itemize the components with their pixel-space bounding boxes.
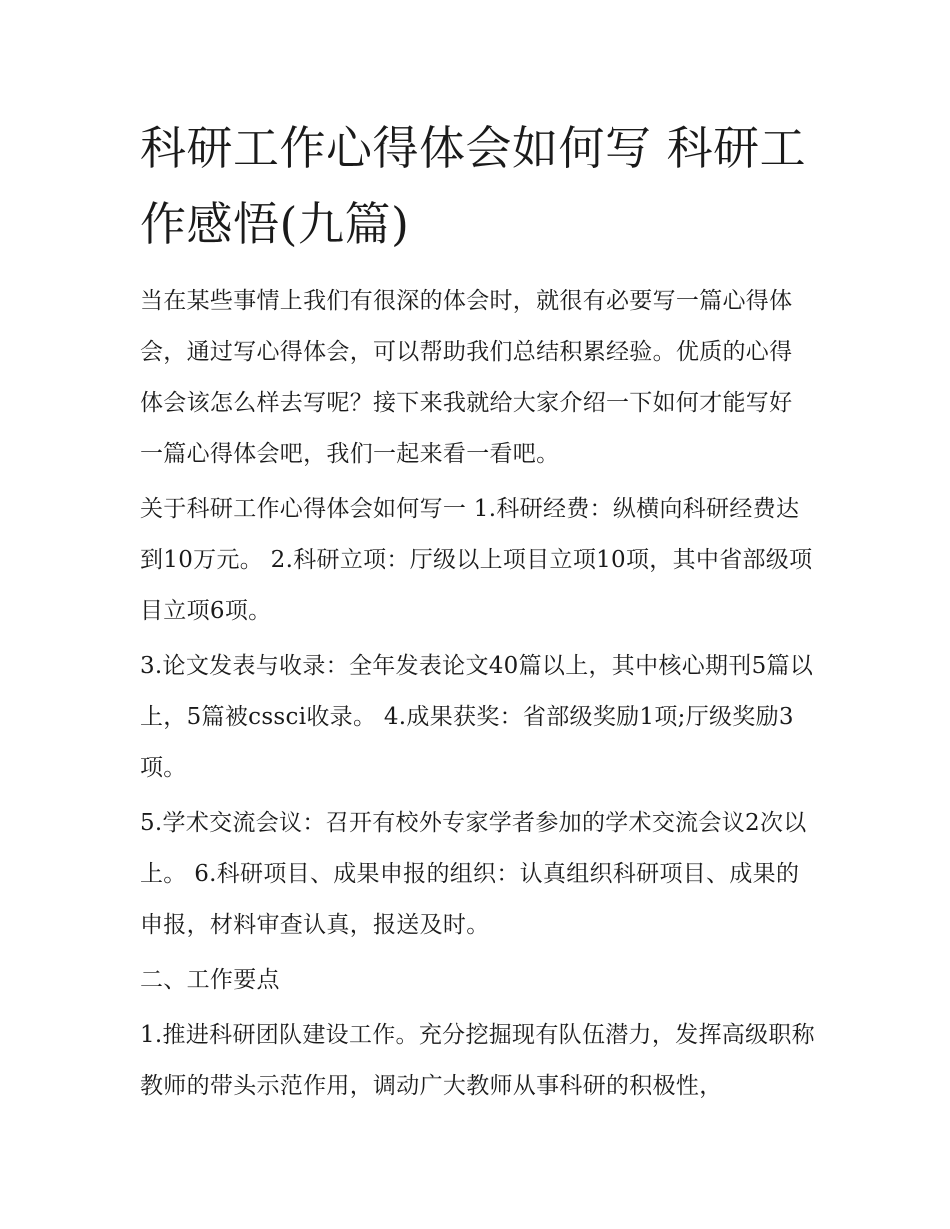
paragraph-work-point-1: 1.推进科研团队建设工作。充分挖掘现有队伍潜力，发挥高级职称教师的带头示范作用，调动广大教师从事科研的积极性， bbox=[140, 1022, 815, 1099]
document-title: 科研工作心得体会如何写 科研工作感悟(九篇) bbox=[140, 121, 807, 251]
paragraph-goals-1-2: 关于科研工作心得体会如何写一 1.科研经费：纵横向科研经费达到10万元。 2.科研立项：厅级以上项目立项10项，其中省部级项目立项6项。 bbox=[140, 496, 813, 624]
section-heading-work-points: 二、工作要点 bbox=[140, 967, 280, 993]
paragraph-goals-3-4: 3.论文发表与收录：全年发表论文40篇以上，其中核心期刊5篇以上，5篇被cssci收录。 4.成果获奖：省部级奖励1项;厅级奖励3项。 bbox=[140, 653, 814, 781]
paragraph-goals-5-6: 5.学术交流会议：召开有校外专家学者参加的学术交流会议2次以上。 6.科研项目、成果申报的组织：认真组织科研项目、成果的申报，材料审查认真，报送及时。 bbox=[140, 810, 807, 938]
intro-paragraph: 当在某些事情上我们有很深的体会时，就很有必要写一篇心得体会，通过写心得体会，可以帮助我们总结积累经验。优质的心得体会该怎么样去写呢？接下来我就给大家介绍一下如何才能写好一篇心得体会吧，我们一起来看一看吧。 bbox=[140, 288, 793, 467]
document-body bbox=[140, 110, 815, 1116]
